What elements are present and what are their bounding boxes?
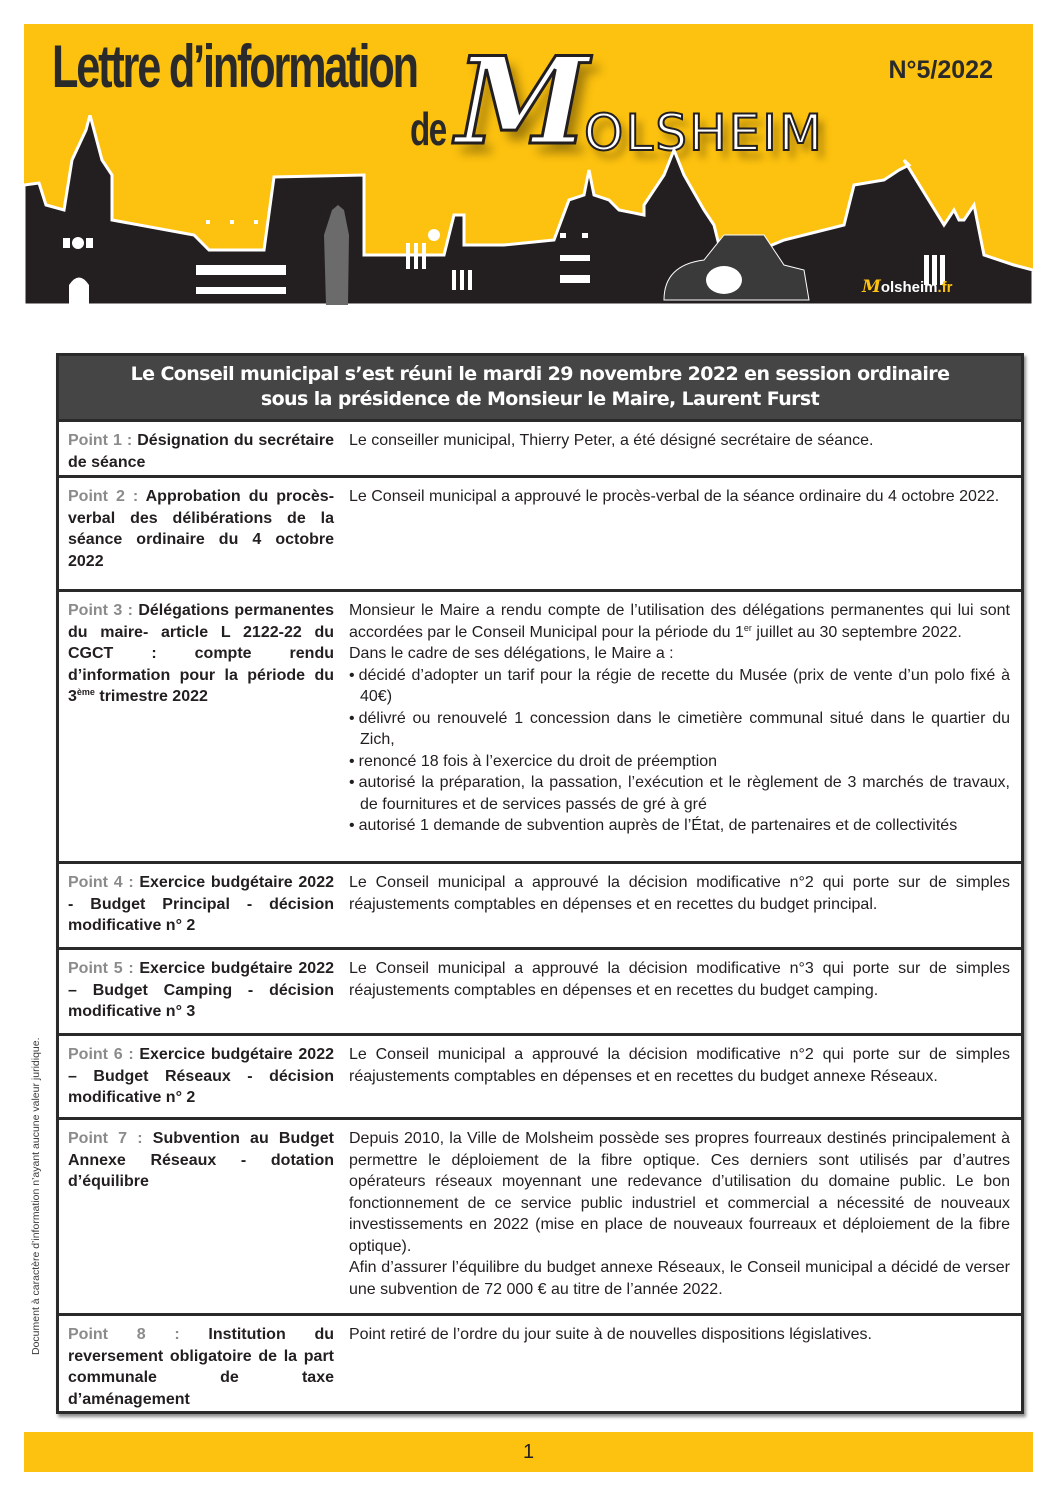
agenda-point-3 (59, 592, 1021, 864)
newsletter-title-de: de (410, 103, 446, 155)
masthead-banner (24, 24, 1033, 305)
point-summary-text: Le Conseil municipal a approuvé la décision modificative n°3 qui porte sur de simples réajustements comptables en dépenses et en recettes du budget camping. (349, 960, 1010, 999)
point-title: Désignation du secrétaire de séance (68, 432, 334, 471)
agenda-point-1 (59, 422, 1021, 478)
agenda-point-summary (334, 1316, 1021, 1411)
intro-superscript: er (743, 622, 752, 633)
minutes-header-line-2: sous la présidence de Monsieur le Maire, Laurent Furst (260, 388, 820, 410)
point-title-superscript: ème (76, 687, 95, 697)
minutes-header-line-1: Le Conseil municipal s’est réuni le mardi 29 novembre 2022 en session ordinaire (130, 363, 950, 385)
agenda-point-summary (334, 1036, 1021, 1117)
list-item: • renoncé 18 fois à l’exercice du droit de préemption (349, 751, 1010, 773)
agenda-point-summary (334, 1120, 1021, 1313)
point-title: Subvention au Budget Annexe Réseaux - dotation d’équilibre (68, 1130, 335, 1190)
point-title: Délégations permanentes du maire- article L 2122-22 du CGCT : compte rendu d’information pour la période du 3 (68, 602, 334, 705)
list-item: • autorisé 1 demande de subvention auprès de l’État, de partenaires et de collectivités (349, 815, 1010, 837)
agenda-point-title (59, 1036, 334, 1117)
agenda-point-title (59, 592, 334, 861)
minutes-header (59, 356, 1021, 422)
point-title: Institution du reversement obligatoire de la part communale de taxe d’aménagement (68, 1326, 334, 1408)
page-footer (24, 1432, 1033, 1472)
point-title-end: trimestre 2022 (94, 688, 208, 705)
agenda-point-summary (334, 592, 1021, 861)
point-label: Point 8 : (68, 1326, 180, 1343)
delegations-list (349, 665, 1010, 837)
agenda-point-title (59, 1316, 334, 1411)
agenda-point-title (59, 950, 334, 1033)
agenda-point-8 (59, 1316, 1021, 1411)
agenda-point-summary (334, 864, 1021, 947)
issue-number: N°5/2022 (888, 56, 993, 84)
agenda-point-summary (334, 422, 1021, 475)
point-summary-text: Le conseiller municipal, Thierry Peter, a été désigné secrétaire de séance. (349, 432, 874, 449)
council-minutes-table (56, 353, 1024, 1414)
agenda-point-title (59, 422, 334, 475)
point-summary-text: Le Conseil municipal a approuvé la décision modificative n°2 qui porte sur de simples réajustements comptables en dépenses et en recettes du budget principal. (349, 874, 1010, 913)
agenda-point-5 (59, 950, 1021, 1036)
agenda-point-4 (59, 864, 1021, 950)
website-logo-initial: M (862, 277, 881, 297)
agenda-point-title (59, 1120, 334, 1313)
point-summary-text: Le Conseil municipal a approuvé la décision modificative n°2 qui porte sur de simples réajustements comptables en dépenses et en recettes du budget annexe Réseaux. (349, 1046, 1010, 1085)
page-number: 1 (522, 1441, 535, 1463)
intro-text-end: juillet au 30 septembre 2022. (751, 623, 962, 641)
point-title: Exercice budgétaire 2022 - Budget Principal - décision modificative n° 2 (68, 874, 334, 934)
website-logo (862, 277, 953, 297)
town-initial-logo: M (456, 31, 589, 172)
point-summary-text: Le Conseil municipal a approuvé le procès-verbal de la séance ordinaire du 4 octobre 2022. (349, 488, 1000, 505)
point-summary-text-2: Afin d’assurer l’équilibre du budget annexe Réseaux, le Conseil municipal a décidé de verser une subvention de 72 000 € au titre de l’année 2022. (349, 1259, 1010, 1298)
point-summary-text: Point retiré de l’ordre du jour suite à de nouvelles dispositions législatives. (349, 1326, 872, 1343)
point-summary-text: Depuis 2010, la Ville de Molsheim possède ses propres fourreaux destinés principalement à permettre le déploiement de la fibre optique. Ces derniers sont utilisés par d’autres opérateurs réseaux moyennant une redevance d’utilisation du domaine public. Le bon fonctionnement de ce service public industriel et commercial a nécessité de nouveaux investissements en 2022 (mise en place de nouveaux fourreaux et déploiement de la fibre optique). (349, 1130, 1010, 1255)
point-title: Exercice budgétaire 2022 – Budget Réseaux - décision modificative n° 2 (68, 1046, 334, 1106)
agenda-point-6 (59, 1036, 1021, 1120)
agenda-point-title (59, 478, 334, 589)
list-item: • délivré ou renouvelé 1 concession dans le cimetière communal situé dans le quartier du Zich, (349, 708, 1010, 751)
town-name-logo: OLSHEIM (584, 104, 825, 162)
point-label: Point 3 : (68, 602, 133, 619)
point-label: Point 6 : (68, 1046, 134, 1063)
point-label: Point 2 : (68, 488, 139, 505)
point-summary-intro (349, 600, 1010, 643)
agenda-point-7 (59, 1120, 1021, 1316)
website-logo-name: olsheim (880, 279, 938, 296)
agenda-point-summary (334, 950, 1021, 1033)
intro-text: Monsieur le Maire a rendu compte de l’utilisation des délégations permanentes qui lui sont accordées par le Conseil Municipal pour la période du 1 (349, 602, 1010, 641)
point-label: Point 1 : (68, 432, 133, 449)
point-summary-intro-2: Dans le cadre de ses délégations, le Maire a : (349, 645, 674, 662)
point-title: Exercice budgétaire 2022 – Budget Camping - décision modificative n° 3 (68, 960, 334, 1020)
legal-disclaimer: Document à caractère d’information n’ayant aucune valeur juridique. (30, 1037, 42, 1355)
list-item: • autorisé la préparation, la passation, l’exécution et le règlement de 3 marchés de travaux, de fournitures et de services passés de gré à gré (349, 772, 1010, 815)
point-label: Point 5 : (68, 960, 134, 977)
point-label: Point 4 : (68, 874, 134, 891)
agenda-point-summary (334, 478, 1021, 589)
point-label: Point 7 : (68, 1130, 143, 1147)
website-logo-tld: .fr (937, 279, 953, 296)
agenda-point-2 (59, 478, 1021, 592)
agenda-point-title (59, 864, 334, 947)
list-item: • décidé d’adopter un tarif pour la régie de recette du Musée (prix de vente d’un polo fixé à 40€) (349, 665, 1010, 708)
newsletter-title: Lettre d’information (52, 33, 417, 100)
point-title: Approbation du procès-verbal des délibérations de la séance ordinaire du 4 octobre 2022 (68, 488, 335, 570)
